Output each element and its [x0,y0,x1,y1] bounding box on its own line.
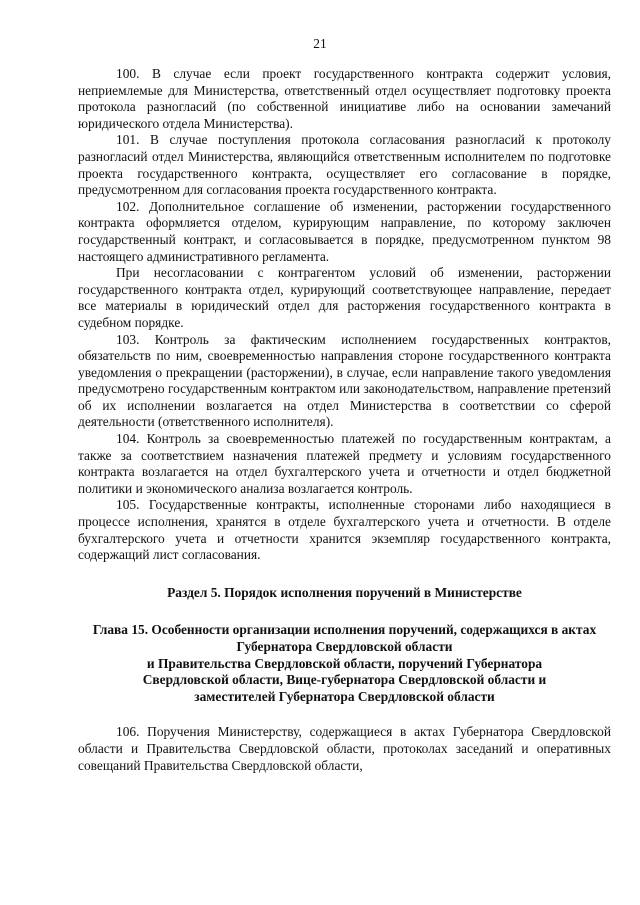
paragraph-104: 104. Контроль за своевременностью платежей по государственным контрактам, а также за соответствием назначения платежей предмету и условиям государственного контракта возлагается на отдел бухгалтерского учета и отчетности и отдел бюджетной политики и экономического анализа возлагается контроль. [78,431,611,496]
chapter-heading-line: заместителей Губернатора Свердловской области [194,688,495,704]
chapter-heading-line: и Правительства Свердловской области, поручений Губернатора [146,655,543,671]
paragraph-101: 101. В случае поступления протокола согласования разногласий к протоколу разногласий отдел Министерства, являющийся ответственным исполнителем по подготовке проекта государственного контракта, осуществляет его согласование в порядке, предусмотренном для согласования проекта государственного контракта. [78,132,611,198]
paragraph-106: 106. Поручения Министерству, содержащиеся в актах Губернатора Свердловской области и Правительства Свердловской области, протоколах заседаний и оперативных совещаний Правительства Свердловской области, [78,724,611,773]
chapter-heading-line: Глава 15. Особенности организации исполнения поручений, содержащихся в актах Губернатора Свердловской области [92,622,597,654]
paragraph-102: 102. Дополнительное соглашение об изменении, расторжении государственного контракта оформляется отделом, курирующим направление, по которому заключен государственный контракт, и согласовывается в порядке, предусмотренном пунктом 98 настоящего административного регламента. [78,198,611,264]
paragraph-102-continued: При несогласовании с контрагентом условий об изменении, расторжении государственного контракта отдел, курирующий соответствующее направление, передает все материалы в юридический отдел для расторжения государственного контракта в судебном порядке. [78,265,611,330]
paragraph-100: 100. В случае если проект государственного контракта содержит условия, неприемлемые для Министерства, ответственный отдел осуществляет подготовку проекта протокола разногласий (по собственной инициативе либо на основании замечаний юридического отдела Министерства). [78,66,611,131]
page-number: 21 [313,36,327,51]
chapter-heading [78,622,611,705]
section-heading: Раздел 5. Порядок исполнения поручений в Министерстве [167,584,522,600]
document-body [78,66,611,774]
paragraph-105: 105. Государственные контракты, исполненные сторонами либо находящиеся в процессе исполнения, хранятся в отделе бухгалтерского учета и отчетности. В отделе бухгалтерского учета и отчетности хранится экземпляр государственного контракта, содержащий лист согласования. [78,497,611,563]
chapter-heading-line: Свердловской области, Вице-губернатора Свердловской области и [142,672,547,688]
paragraph-103: 103. Контроль за фактическим исполнением государственных контрактов, обязательств по ним, своевременностью направления стороне государственного контракта уведомления о прекращении (расторжении), в случае, если направление такого уведомления предусмотрено государственным контрактом или законодательством, направление претензий об их исполнении возлагается на отдел Министерства в соответствии со сферой деятельности (ответственного исполнителя). [78,331,611,430]
